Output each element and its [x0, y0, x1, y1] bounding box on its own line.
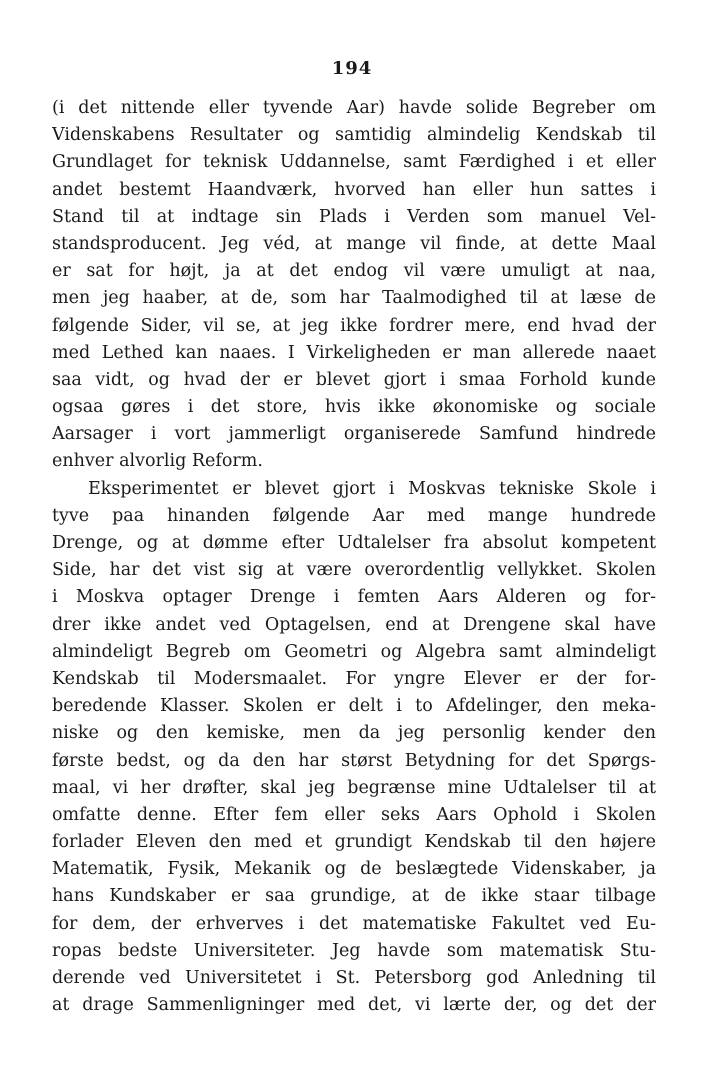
text-line: enhver alvorlig Reform. [52, 451, 263, 472]
text-line: beredende Klasser. Skolen er delt i to Afdelinger, den meka- [52, 696, 656, 717]
text-line: Stand til at indtage sin Plads i Verden som manuel Vel- [52, 206, 656, 227]
text-line: drer ikke andet ved Optagelsen, end at Drengene skal have [52, 614, 656, 635]
text-line: Kendskab til Modersmaalet. For yngre Elever er der for- [52, 668, 656, 689]
text-line: maal, vi her drøfter, skal jeg begrænse mine Udtalelser til at [52, 777, 656, 798]
text-line: almindeligt Begreb om Geometri og Algebra samt almindeligt [52, 641, 656, 662]
text-line: er sat for højt, ja at det endog vil være umuligt at naa, [52, 261, 656, 282]
text-line: hans Kundskaber er saa grundige, at de ikke staar tilbage [52, 886, 656, 907]
text-line: Aarsager i vort jammerligt organiserede Samfund hindrede [52, 424, 656, 445]
text-line: Eksperimentet er blevet gjort i Moskvas tekniske Skole i [88, 478, 656, 499]
text-line: Drenge, og at dømme efter Udtalelser fra absolut kompetent [52, 533, 656, 553]
text-line: at drage Sammenligninger med det, vi lærte der, og det der [52, 995, 656, 1016]
body-text [52, 95, 656, 1019]
text-line: omfatte denne. Efter fem eller seks Aars Ophold i Skolen [52, 804, 656, 825]
text-line: ogsaa gøres i det store, hvis ikke økonomiske og sociale [52, 397, 656, 418]
text-line: ropas bedste Universiteter. Jeg havde som matematisk Stu- [52, 940, 656, 961]
text-line: men jeg haaber, at de, som har Taalmodighed til at læse de [52, 288, 656, 309]
text-line: for dem, der erhverves i det matematiske Fakultet ved Eu- [52, 913, 656, 934]
text-line: niske og den kemiske, men da jeg personlig kender den [52, 723, 656, 744]
paragraph [52, 476, 656, 1020]
text-line: Grundlaget for teknisk Uddannelse, samt Færdighed i et eller [52, 152, 656, 173]
text-line: Videnskabens Resultater og samtidig almindelig Kendskab til [52, 125, 656, 146]
text-line: følgende Sider, vil se, at jeg ikke fordrer mere, end hvad der [52, 315, 656, 336]
page-number: 194 [331, 58, 373, 79]
text-line: saa vidt, og hvad der er blevet gjort i smaa Forhold kunde [52, 369, 656, 390]
text-line: Matematik, Fysik, Mekanik og de beslægtede Videnskaber, ja [52, 859, 656, 880]
text-line: andet bestemt Haandværk, hvorved han eller hun sattes i [52, 179, 656, 200]
text-line: (i det nittende eller tyvende Aar) havde solide Begreber om [52, 98, 656, 118]
text-line: med Lethed kan naaes. I Virkeligheden er man allerede naaet [52, 342, 656, 363]
text-line: standsproducent. Jeg véd, at mange vil finde, at dette Maal [52, 233, 656, 254]
text-line: tyve paa hinanden følgende Aar med mange hundrede [52, 505, 656, 526]
text-line: forlader Eleven den med et grundigt Kendskab til den højere [52, 832, 656, 853]
text-line: i Moskva optager Drenge i femten Aars Alderen og for- [52, 587, 656, 608]
text-line: derende ved Universitetet i St. Petersborg god Anledning til [52, 968, 656, 988]
text-line: Side, har det vist sig at være overordentlig vellykket. Skolen [52, 560, 656, 581]
text-line: første bedst, og da den har størst Betydning for det Spørgs- [52, 750, 656, 771]
paragraph [52, 95, 656, 476]
